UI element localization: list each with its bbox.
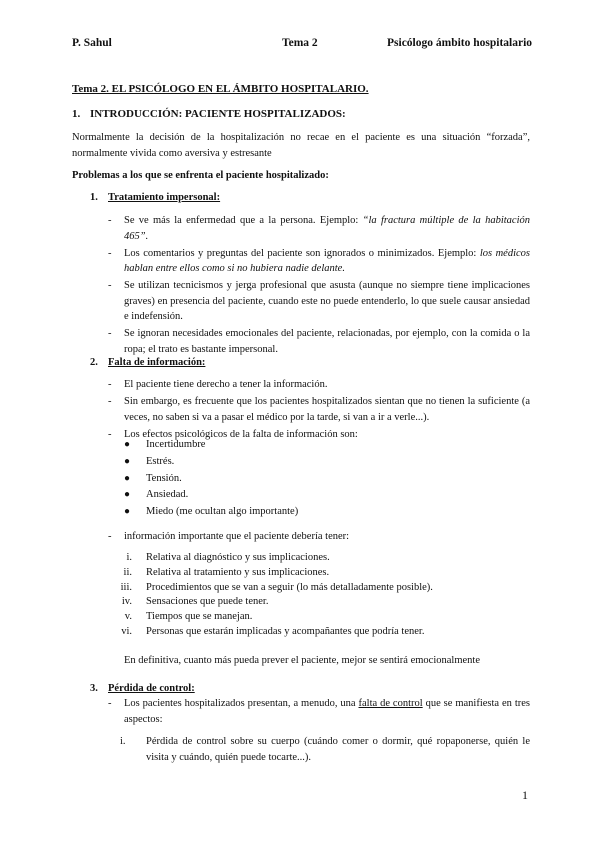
control-roman-list <box>120 734 530 766</box>
dash-marker: - <box>108 215 112 226</box>
document-title: Tema 2. EL PSICÓLOGO EN EL ÁMBITO HOSPITALARIO. <box>72 83 369 95</box>
list-item <box>108 326 530 357</box>
subsection-2-title: Falta de información: <box>108 357 206 368</box>
list-item-example: los médicos hablan entre ellos como si no hubiera nadie delante. <box>124 247 530 274</box>
roman-text: Tiempos que se manejan. <box>146 611 253 623</box>
list-item-text: información importante que el paciente debería tener: <box>124 531 350 542</box>
header-topic: Tema 2 <box>282 37 318 49</box>
roman-item <box>112 610 433 625</box>
roman-marker: iv. <box>121 596 132 608</box>
list-item <box>108 246 530 277</box>
effects-bullet-list <box>124 437 298 521</box>
list-item-text: Se ignoran necesidades emocionales del paciente, relacionadas, por ejemplo, con la comida o la ropa; el trato es bastante impersonal. <box>124 328 530 355</box>
dash-marker: - <box>108 247 112 259</box>
roman-item <box>112 566 433 581</box>
roman-item <box>112 581 433 596</box>
list-item-text: El paciente tiene derecho a tener la información. <box>124 379 328 390</box>
bullet-item <box>124 471 298 488</box>
bullet-item <box>124 504 298 521</box>
control-list <box>108 696 530 728</box>
bullet-text: Tensión. <box>146 472 182 484</box>
header-author: P. Sahul <box>72 37 112 49</box>
bullet-marker: ● <box>124 489 131 501</box>
roman-item <box>112 595 433 610</box>
roman-text: Relativa al diagnóstico y sus implicaciones. <box>146 552 330 563</box>
subsection-1-number: 1. <box>90 192 98 203</box>
roman-text: Personas que estarán implicadas y acompañantes que podría tener. <box>146 625 425 637</box>
list-item-text: Los comentarios y preguntas del paciente son ignorados o minimizados. Ejemplo: <box>124 247 480 259</box>
subsection-1-heading <box>90 192 220 203</box>
roman-item <box>120 734 530 766</box>
roman-marker: iii. <box>120 581 132 593</box>
subsection-3-title: Pérdida de control: <box>108 683 195 694</box>
bullet-marker: ● <box>124 439 131 450</box>
roman-item <box>112 625 433 640</box>
information-list <box>108 377 530 444</box>
roman-text: Sensaciones que puede tener. <box>146 596 269 608</box>
list-item <box>108 529 530 545</box>
bullet-item <box>124 454 298 471</box>
roman-marker: i. <box>126 552 132 563</box>
section-1-title: INTRODUCCIÓN: PACIENTE HOSPITALIZADOS: <box>90 108 346 120</box>
bullet-text: Ansiedad. <box>146 489 189 501</box>
list-item <box>108 394 530 425</box>
list-item-text-end: que se manifiesta en tres aspectos: <box>124 698 530 725</box>
bullet-marker: ● <box>124 506 131 518</box>
roman-marker: v. <box>124 611 132 623</box>
list-item-text: Los pacientes hospitalizados presentan, a menudo, una <box>124 698 359 709</box>
list-item <box>108 213 530 244</box>
dash-marker: - <box>108 531 112 542</box>
subsection-1-title: Tratamiento impersonal: <box>108 192 221 203</box>
dash-marker: - <box>108 328 112 339</box>
roman-marker: i. <box>120 736 126 747</box>
dash-marker: - <box>108 698 112 709</box>
roman-marker: vi. <box>121 625 132 637</box>
list-item <box>108 696 530 728</box>
impersonal-treatment-list <box>108 213 530 359</box>
list-item-text: Se utilizan tecnicismos y jerga profesional que asusta (aunque no siempre tiene implicaciones graves) en presencia del paciente, cuando este no puede entenderlo, lo que suele causar ansiedad e indefensión. <box>124 280 530 322</box>
roman-text: Relativa al tratamiento y sus implicaciones. <box>146 566 330 578</box>
page-number: 1 <box>522 788 528 802</box>
list-item-underlined: falta de control <box>358 698 423 709</box>
list-item-text: Sin embargo, es frecuente que los pacientes hospitalizados sientan que no tienen la suficiente (a veces, no saben si va a pasar el médico por la tarde, si van a ir a verle...). <box>124 396 530 423</box>
dash-marker: - <box>108 428 112 440</box>
dash-marker: - <box>108 396 112 407</box>
bullet-text: Incertidumbre <box>146 439 206 450</box>
subsection-3-heading <box>90 683 195 694</box>
header-subject: Psicólogo ámbito hospitalario <box>387 37 533 49</box>
roman-item <box>112 551 433 566</box>
dash-marker: - <box>108 379 112 390</box>
conclusion-text: En definitiva, cuanto más pueda prever el paciente, mejor se sentirá emocionalmente <box>124 655 480 666</box>
roman-text: Pérdida de control sobre su cuerpo (cuándo comer o dormir, qué ropaponerse, quién le visita y cuándo, quién puede tocarte...). <box>146 736 530 763</box>
bullet-marker: ● <box>124 455 131 467</box>
bullet-marker: ● <box>124 472 131 484</box>
list-item-text: Los efectos psicológicos de la falta de información son: <box>124 428 358 440</box>
list-item <box>108 278 530 325</box>
roman-text: Procedimientos que se van a seguir (lo más detalladamente posible). <box>146 581 433 593</box>
list-item-text: Se ve más la enfermedad que a la persona. Ejemplo: <box>124 215 363 226</box>
dash-marker: - <box>108 280 112 291</box>
subsection-3-number: 3. <box>90 683 98 694</box>
section-1-number: 1. <box>72 108 81 120</box>
info-needed-intro <box>108 529 530 546</box>
bullet-item <box>124 437 298 454</box>
info-needed-roman-list <box>112 551 433 640</box>
list-item-example: “la fractura múltiple de la habitación 465”. <box>124 215 530 242</box>
list-item <box>108 377 530 393</box>
subsection-2-heading <box>90 357 205 368</box>
bullet-item <box>124 487 298 504</box>
problems-heading: Problemas a los que se enfrenta el paciente hospitalizado: <box>72 170 329 181</box>
bullet-text: Estrés. <box>146 455 175 467</box>
section-1-heading <box>72 108 346 120</box>
subsection-2-number: 2. <box>90 357 98 368</box>
intro-paragraph: Normalmente la decisión de la hospitalización no recae en el paciente es una situación “forzada”, normalmente vivida como aversiva y estresante <box>72 132 530 159</box>
roman-marker: ii. <box>123 566 132 578</box>
bullet-text: Miedo (me ocultan algo importante) <box>146 506 299 518</box>
